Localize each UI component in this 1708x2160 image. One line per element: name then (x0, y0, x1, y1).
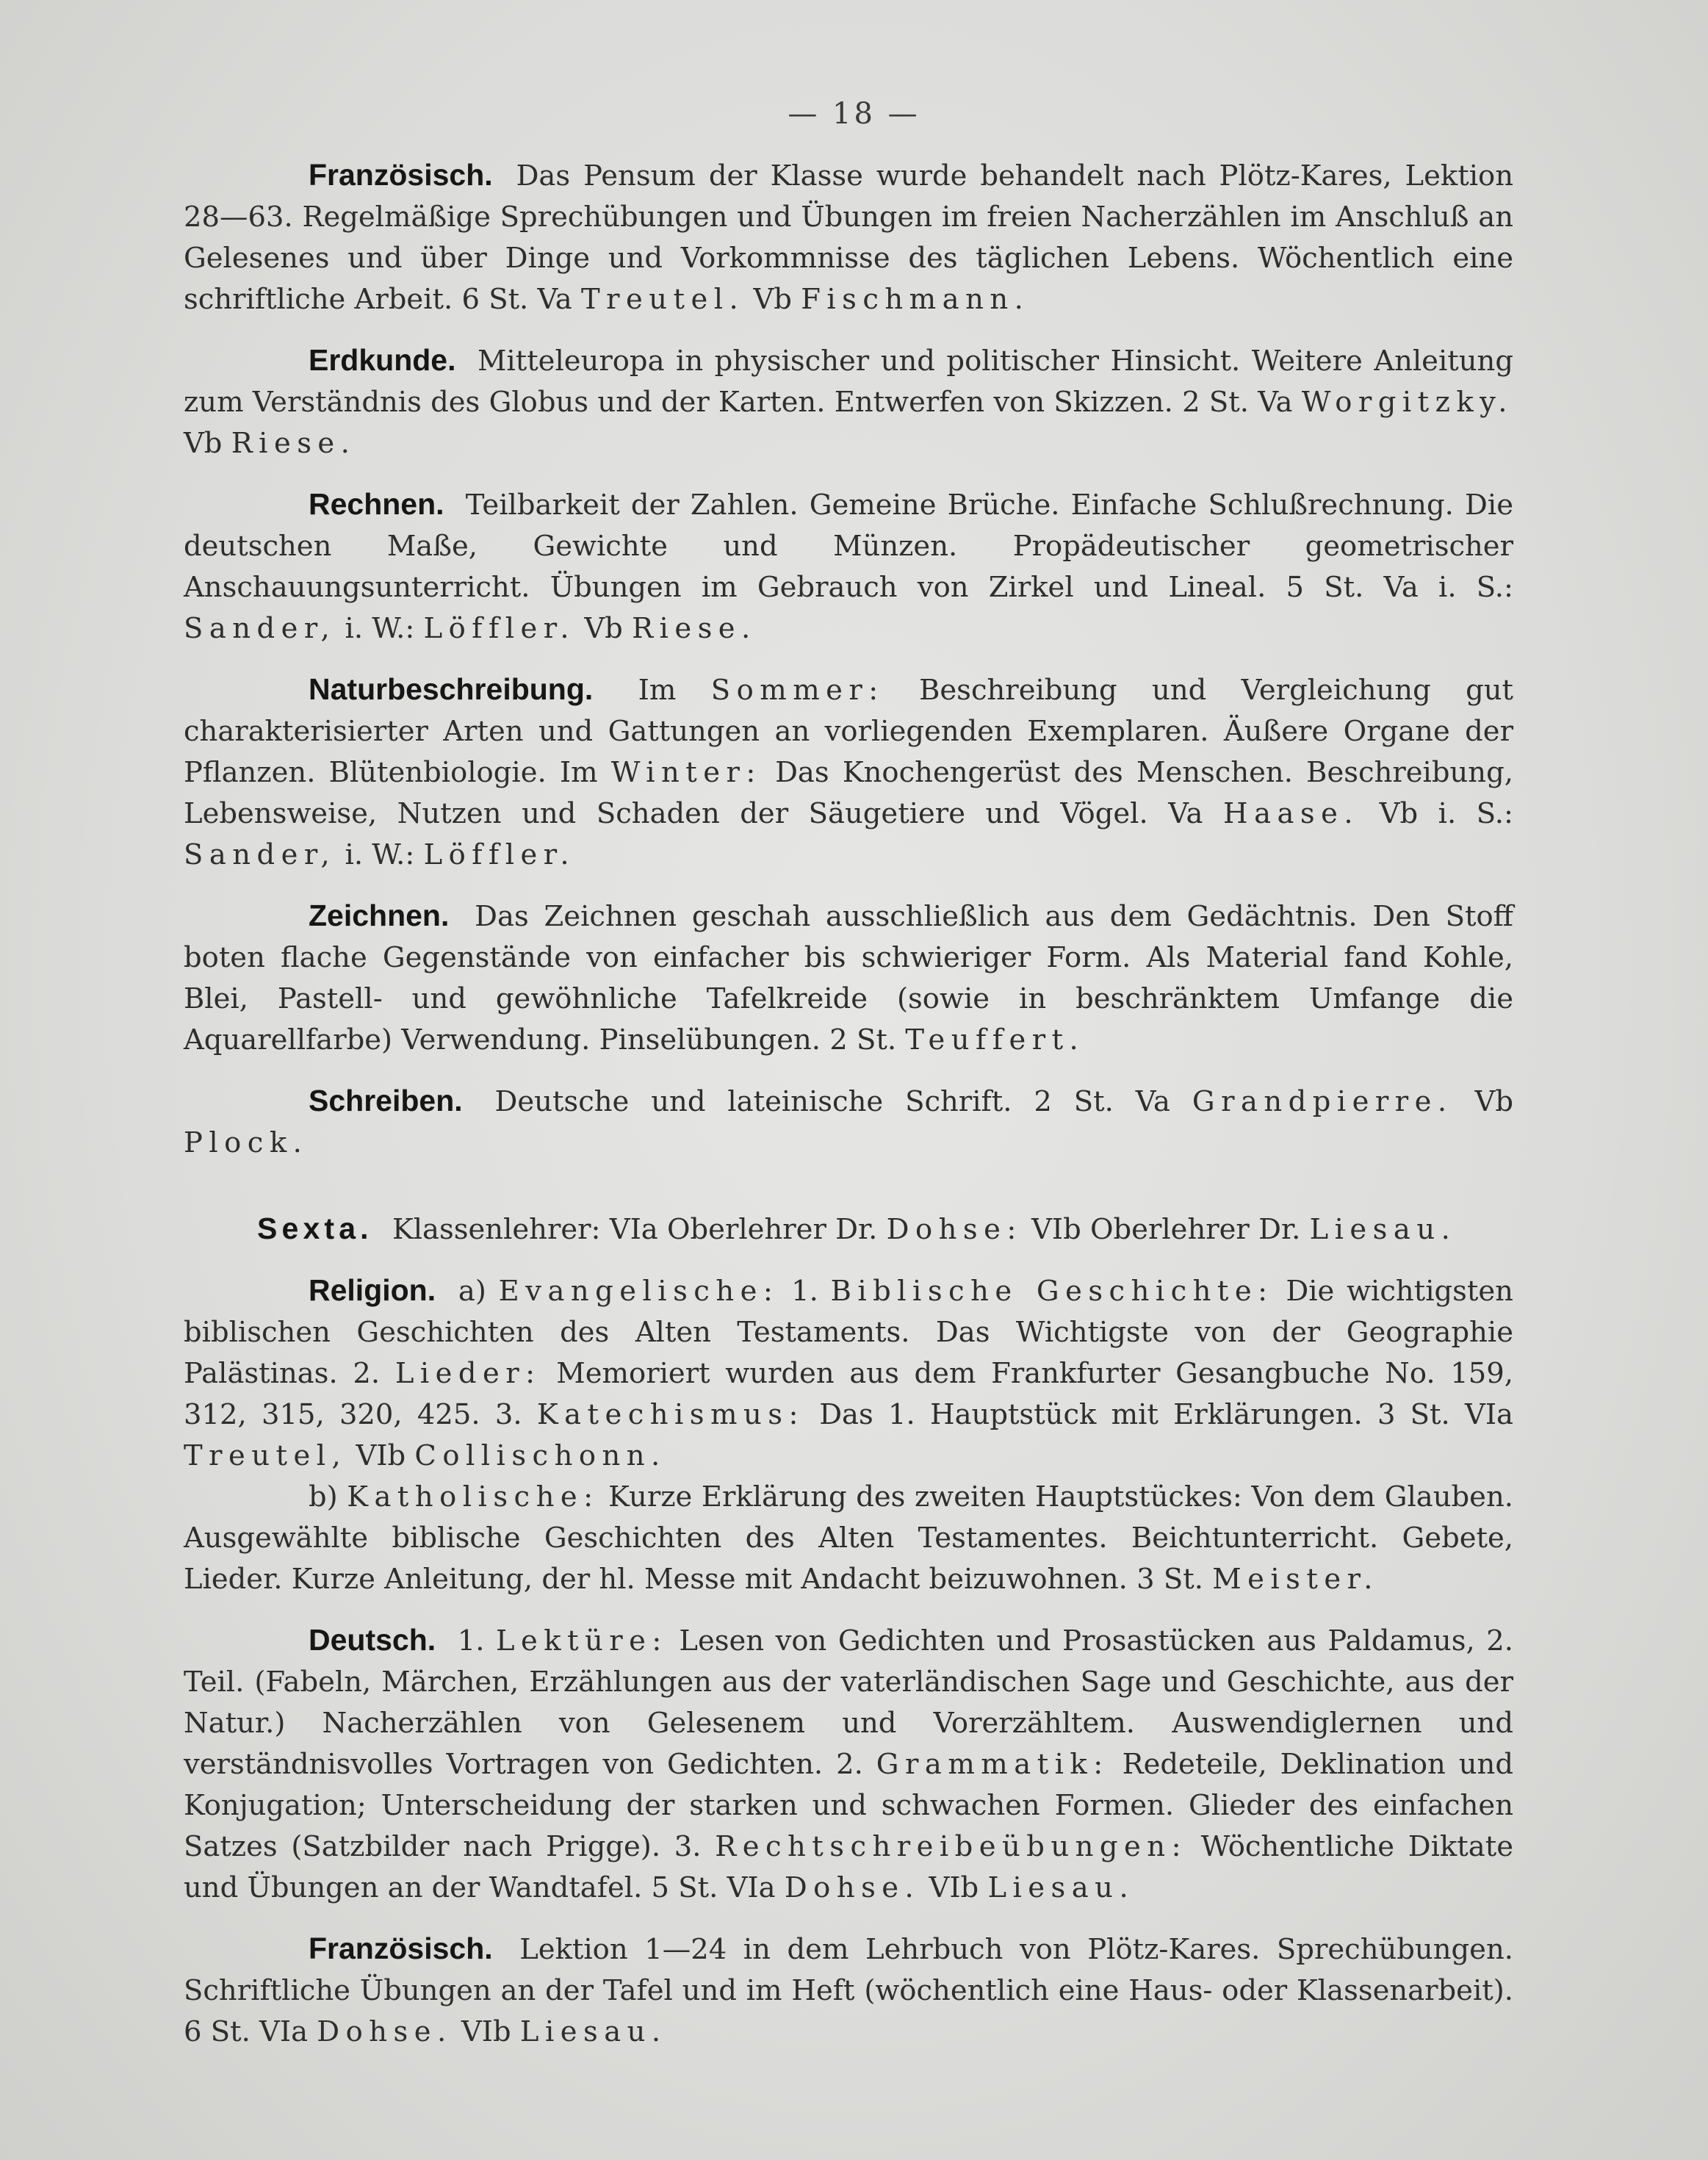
subheading: Winter: (610, 756, 762, 789)
teacher-name: Dohse. (317, 2015, 453, 2048)
teacher-name: Grandpierre. (1192, 1085, 1453, 1118)
paragraph (184, 895, 1513, 1061)
text: b) (309, 1480, 338, 1513)
text: i. W.: (345, 838, 415, 871)
text: VIb (356, 1439, 406, 1472)
teacher-name: Treutel, (184, 1439, 347, 1472)
teacher-name: Löffler. (423, 612, 576, 645)
teacher-name: Liesau. (987, 1871, 1135, 1904)
text: Vb (753, 283, 792, 316)
teacher-name: Treutel. (581, 283, 745, 316)
section-heading: Französisch. (309, 1932, 493, 1965)
subheading: Katechismus: (536, 1398, 804, 1431)
text: Das Zeichnen geschah ausschließlich aus dem Gedächtnis. Den Stoff boten flache Gegenstände von einfacher bis schwieriger Form. Als Material fand Kohle, Blei, Pastell- und gewöhnliche Tafelkreide (sowie in beschränktem Umfange die Aquarellfarbe) Verwendung. Pinselübungen. 2 St. (184, 900, 1513, 1056)
teacher-name: Plock. (184, 1126, 309, 1159)
page-number: — 18 — (788, 97, 920, 131)
text: Teilbarkeit der Zahlen. Gemeine Brüche. Einfache Schlußrechnung. Die deutschen Maße, Gewichte und Münzen. Propädeutischer geometrischer Anschauungsunterricht. Übungen im Gebrauch von Zirkel und Lineal. 5 St. Va i. S.: (184, 489, 1513, 604)
teacher-name: Riese. (231, 427, 356, 460)
text: Wöchentliche Diktate und Übungen an der Wandtafel. 5 St. VIa (184, 1830, 1513, 1904)
paragraph (184, 1080, 1513, 1164)
subheading: Biblische Geschichte: (830, 1275, 1274, 1308)
page-content (184, 154, 1513, 2072)
paragraph (184, 154, 1513, 320)
section-heading: Rechnen. (309, 487, 444, 521)
text: Kurze Erklärung des zweiten Hauptstückes: Von dem Glauben. Ausgewählte biblische Geschichten des Alten Testamentes. Beichtunterricht. Gebete, Lieder. Kurze Anleitung, der hl. Messe mit Andacht beizuwohnen. 3 St. (184, 1480, 1513, 1596)
teacher-name: Riese. (632, 612, 757, 645)
text: a) (458, 1275, 486, 1308)
teacher-name: Haase. (1223, 797, 1360, 830)
class-header-sexta (184, 1208, 1513, 1250)
text: Mitteleuropa in physischer und politischer Hinsicht. Weitere Anleitung zum Verständnis des Globus und der Karten. Entwerfen von Skizzen. 2 St. Va (184, 345, 1513, 419)
text: Memoriert wurden aus dem Frankfurter Gesangbuche No. 159, 312, 315, 320, 425. 3. (184, 1357, 1513, 1431)
teacher-name: Dohse. (784, 1871, 920, 1904)
text: Das Pensum der Klasse wurde behandelt nach Plötz-Kares, Lektion 28—63. Regelmäßige Sprechübungen und Übungen im freien Nacherzählen im Anschluß an Gelesenes und über Dinge und Vorkommnisse des täglichen Lebens. Wöchentlich eine schriftliche Arbeit. 6 St. Va (184, 159, 1513, 316)
teacher-name: Collischonn. (414, 1439, 666, 1472)
section-heading: Schreiben. (309, 1084, 463, 1117)
teacher-name: Fischmann. (801, 283, 1030, 316)
section-naturbeschreibung (184, 669, 1513, 876)
text: Lesen von Gedichten und Prosastücken aus Paldamus, 2. Teil. (Fabeln, Märchen, Erzählungen aus der vaterländischen Sage und Geschichte, aus der Natur.) Nacherzählen von Gelesenem und Vorerzähltem. Auswendiglernen und verständnisvolles Vortragen von Gedichten. 2. (184, 1624, 1513, 1781)
text: VIb (461, 2015, 511, 2048)
text: i. W.: (345, 612, 415, 645)
text: VIb Oberlehrer Dr. (1031, 1213, 1301, 1246)
section-heading: Französisch. (309, 158, 493, 192)
text: Klassenlehrer: VIa Oberlehrer Dr. (392, 1213, 878, 1246)
section-schreiben (184, 1080, 1513, 1164)
class-heading: Sexta. (257, 1212, 373, 1245)
section-zeichnen (184, 895, 1513, 1061)
teacher-name: Sander, (184, 612, 336, 645)
text: Redeteile, Deklination und Konjugation; Unterscheidung der starken und schwachen Formen. Glieder des einfachen Satzes (Satzbilder nach Prigge). 3. (184, 1748, 1513, 1863)
text: Das 1. Hauptstück mit Erklärungen. 3 St. VIa (819, 1398, 1513, 1431)
text: VIb (929, 1871, 979, 1904)
section-heading: Religion. (309, 1273, 436, 1307)
paragraph-katholisch (184, 1477, 1513, 1600)
section-heading: Deutsch. (309, 1623, 436, 1657)
subheading: Lektüre: (495, 1624, 668, 1657)
text: Das Knochengerüst des Menschen. Beschreibung, Lebensweise, Nutzen und Schaden der Säugetiere und Vögel. Va (184, 756, 1513, 830)
subheading: Evangelische: (498, 1275, 779, 1308)
subheading: Rechtschreibeübungen: (715, 1830, 1188, 1863)
section-heading: Erdkunde. (309, 343, 456, 377)
text: Lektion 1—24 in dem Lehrbuch von Plötz-Kares. Sprechübungen. Schriftliche Übungen an der Tafel und im Heft (wöchentlich eine Haus- oder Klassenarbeit). 6 St. VIa (184, 1933, 1513, 2048)
teacher-name: Löffler. (423, 838, 576, 871)
text: Die wichtigsten biblischen Geschichten des Alten Testaments. Das Wichtigste von der Geographie Palästinas. 2. (184, 1275, 1513, 1390)
teacher-name: Worgitzky. (1301, 386, 1513, 419)
subheading: Sommer: (710, 674, 884, 707)
paragraph (184, 483, 1513, 649)
subheading: Katholische: (347, 1480, 599, 1513)
teacher-name: Teuffert. (905, 1023, 1085, 1056)
teacher-name: Liesau. (1309, 1213, 1457, 1246)
section-heading: Naturbeschreibung. (309, 672, 594, 706)
teacher-name: Dohse: (886, 1213, 1023, 1246)
subheading: Lieder: (394, 1357, 541, 1390)
paragraph (184, 1928, 1513, 2053)
section-deutsch (184, 1619, 1513, 1909)
section-franzoesisch-sexta (184, 1928, 1513, 2053)
text: 1. (791, 1275, 818, 1308)
section-rechnen (184, 483, 1513, 649)
section-erdkunde (184, 339, 1513, 464)
section-heading: Zeichnen. (309, 899, 450, 932)
text: Vb (184, 427, 223, 460)
text: Vb i. S.: (1379, 797, 1513, 830)
text: Vb (1474, 1085, 1513, 1118)
teacher-name: Meister. (1212, 1563, 1379, 1596)
text: Deutsche und lateinische Schrift. 2 St. Va (494, 1085, 1170, 1118)
text: Im (638, 674, 677, 707)
section-franzoesisch-quinta (184, 154, 1513, 320)
section-religion (184, 1270, 1513, 1600)
text: Beschreibung und Vergleichung gut charakterisierter Arten und Gattungen an vorliegenden Exemplaren. Äußere Organe der Pflanzen. Blütenbiologie. Im (184, 674, 1513, 789)
text: Vb (584, 612, 623, 645)
teacher-name: Liesau. (519, 2015, 667, 2048)
paragraph (184, 1619, 1513, 1909)
text: 1. (457, 1624, 485, 1657)
subheading: Grammatik: (876, 1748, 1109, 1781)
paragraph (184, 339, 1513, 464)
paragraph (184, 1270, 1513, 1477)
paragraph (184, 669, 1513, 876)
teacher-name: Sander, (184, 838, 336, 871)
